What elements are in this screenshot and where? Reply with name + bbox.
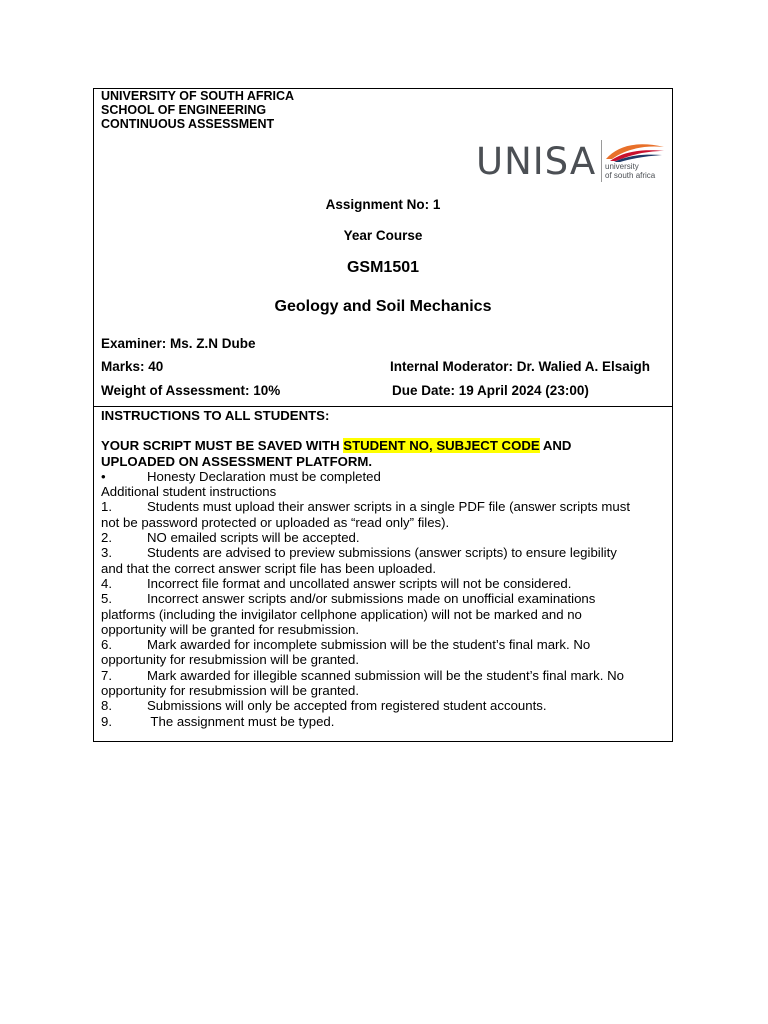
item-text: Incorrect file format and uncollated answer scripts will not be considered. (147, 575, 572, 591)
save-highlight: STUDENT NO, SUBJECT CODE (343, 438, 540, 454)
item-continuation: opportunity will be granted for resubmission. (101, 621, 360, 637)
logo-bird-icon (604, 139, 666, 163)
course-type: Year Course (343, 228, 423, 243)
item-number: 5. (101, 591, 112, 607)
item-text: Students must upload their answer scripts in a single PDF file (answer scripts must (147, 499, 630, 515)
save-prefix: YOUR SCRIPT MUST BE SAVED WITH (101, 438, 344, 454)
spacer (101, 423, 671, 438)
item-number: 8. (101, 698, 112, 714)
item-continuation: not be password protected or uploaded as “read only” files). (101, 514, 450, 530)
cover-box (93, 88, 673, 742)
item-text: Mark awarded for incomplete submission will be the student’s final mark. No (147, 637, 591, 653)
save-requirement-line2: UPLOADED ON ASSESSMENT PLATFORM. (101, 453, 373, 469)
additional-instructions-label: Additional student instructions (101, 484, 277, 500)
list-item (101, 714, 671, 729)
item-text: Incorrect answer scripts and/or submissions made on unofficial examinations (147, 591, 596, 607)
item-text: NO emailed scripts will be accepted. (147, 530, 360, 546)
bullet-symbol: • (101, 468, 106, 484)
list-item (101, 545, 671, 560)
instructions-section (101, 408, 671, 729)
examiner: Examiner: Ms. Z.N Dube (101, 336, 256, 351)
list-item (101, 698, 671, 713)
list-item (101, 499, 671, 514)
school-name: SCHOOL OF ENGINEERING (101, 103, 267, 117)
item-number: 3. (101, 545, 112, 561)
course-title: Geology and Soil Mechanics (274, 298, 492, 315)
item-continuation: and that the correct answer script file has been uploaded. (101, 560, 437, 576)
university-name: UNIVERSITY OF SOUTH AFRICA (101, 89, 295, 103)
save-suffix: AND (539, 438, 572, 454)
item-number: 4. (101, 575, 112, 591)
honesty-bullet (101, 469, 671, 484)
item-continuation: opportunity for resubmission will be granted. (101, 652, 360, 668)
item-number: 2. (101, 530, 112, 546)
assessment-type: CONTINUOUS ASSESSMENT (101, 117, 275, 131)
unisa-logo (476, 139, 666, 185)
section-divider (94, 406, 672, 407)
list-item (101, 668, 671, 683)
due-date: Due Date: 19 April 2024 (23:00) (392, 383, 589, 398)
logo-wordmark: UNISA (476, 140, 597, 183)
list-item (101, 576, 671, 591)
marks: Marks: 40 (101, 359, 164, 374)
item-text: The assignment must be typed. (147, 713, 335, 729)
item-number: 9. (101, 713, 112, 729)
list-item (101, 591, 671, 606)
list-item (101, 530, 671, 545)
logo-subtitle-1: university (605, 162, 639, 171)
item-number: 1. (101, 499, 112, 515)
course-code: GSM1501 (346, 259, 420, 276)
item-number: 7. (101, 667, 112, 683)
item-text: Submissions will only be accepted from registered student accounts. (147, 698, 547, 714)
logo-subtitle-2: of south africa (605, 171, 656, 180)
item-continuation: opportunity for resubmission will be granted. (101, 683, 360, 699)
item-number: 6. (101, 637, 112, 653)
item-text: Students are advised to preview submissions (answer scripts) to ensure legibility (147, 545, 617, 561)
bullet-text: Honesty Declaration must be completed (147, 468, 381, 484)
assignment-number: Assignment No: 1 (325, 197, 441, 212)
item-text: Mark awarded for illegible scanned submission will be the student’s final mark. No (147, 667, 624, 683)
internal-moderator: Internal Moderator: Dr. Walied A. Elsaigh (390, 359, 651, 374)
instructions-heading: INSTRUCTIONS TO ALL STUDENTS: (101, 408, 330, 423)
save-requirement (101, 438, 671, 453)
assessment-weight: Weight of Assessment: 10% (101, 383, 281, 398)
list-item (101, 637, 671, 652)
logo-divider (601, 140, 602, 182)
item-continuation: platforms (including the invigilator cellphone application) will not be marked and no (101, 606, 582, 622)
